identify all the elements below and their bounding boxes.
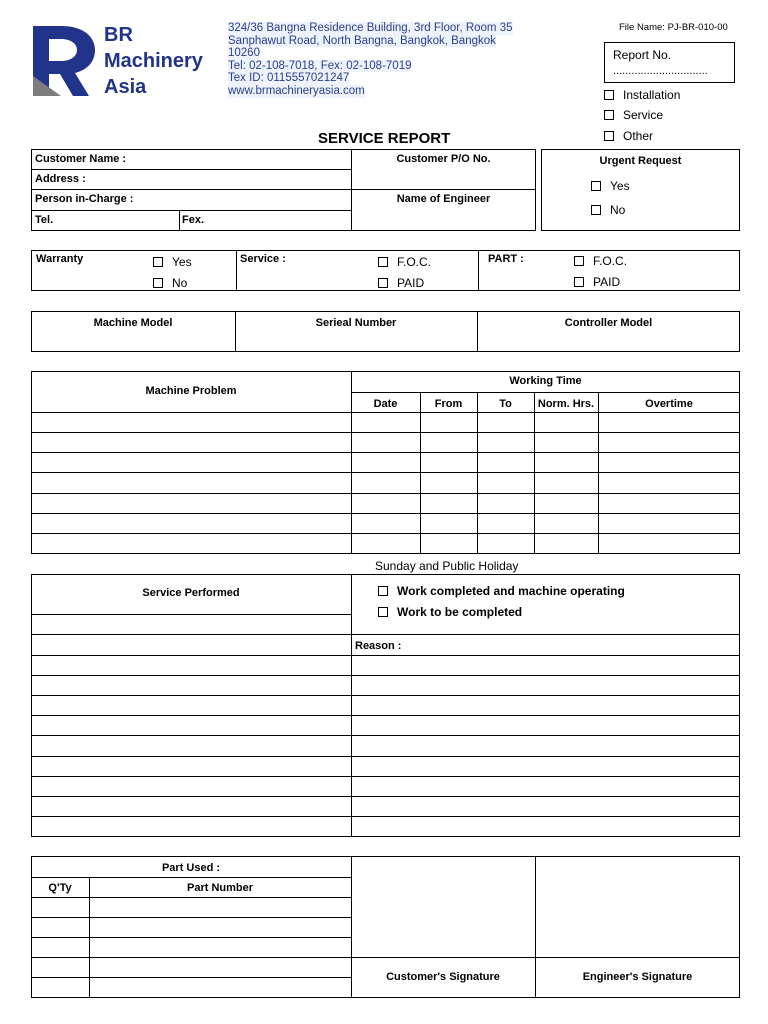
report-no-label: Report No. xyxy=(613,48,672,62)
customer-name-label: Customer Name : xyxy=(35,153,127,165)
company-logo xyxy=(33,26,95,96)
part-foc-checkbox[interactable] xyxy=(574,256,584,266)
address-label: Address : xyxy=(35,173,86,185)
engineer-name-label: Name of Engineer xyxy=(396,193,491,205)
working-time-label: Working Time xyxy=(509,375,582,387)
work-completed-checkbox[interactable] xyxy=(378,586,388,596)
service-type-checkbox[interactable] xyxy=(604,110,614,120)
urgent-yes-label: Yes xyxy=(610,179,630,193)
col-norm-hrs: Norm. Hrs. xyxy=(537,398,595,410)
sunday-note: Sunday and Public Holiday xyxy=(375,559,519,573)
company-name-line2: Machinery xyxy=(104,50,203,72)
warranty-yes-checkbox[interactable] xyxy=(153,257,163,267)
other-label: Other xyxy=(623,129,654,143)
address-line: Sanphawut Road, North Bangna, Bangkok, Bangkok xyxy=(228,34,496,47)
qty-label: Q'Ty xyxy=(48,882,72,894)
part-number-label: Part Number xyxy=(186,882,254,894)
col-date: Date xyxy=(373,398,398,410)
warranty-no-label: No xyxy=(172,276,188,290)
report-no-dots: ............................... xyxy=(613,65,708,77)
other-checkbox[interactable] xyxy=(604,131,614,141)
installation-checkbox[interactable] xyxy=(604,90,614,100)
reason-label: Reason : xyxy=(355,640,402,652)
tel-label: Tel. xyxy=(35,214,54,226)
address-line: 324/36 Bangna Residence Building, 3rd Floor, Room 35 xyxy=(228,22,513,34)
company-name-line3: Asia xyxy=(104,76,147,98)
part-foc-label: F.O.C. xyxy=(593,254,628,268)
service-type-label: Service xyxy=(623,108,664,122)
warranty-yes-label: Yes xyxy=(172,255,192,269)
urgent-no-checkbox[interactable] xyxy=(591,205,601,215)
service-foc-checkbox[interactable] xyxy=(378,257,388,267)
engineer-signature-label: Engineer's Signature xyxy=(582,971,693,983)
part-paid-label: PAID xyxy=(593,275,621,289)
fex-label: Fex. xyxy=(182,214,205,226)
work-completed-label: Work completed and machine operating xyxy=(397,584,625,598)
urgent-request-label: Urgent Request xyxy=(599,155,682,167)
service-label: Service : xyxy=(240,253,286,265)
controller-model-label: Controller Model xyxy=(564,317,653,329)
machine-model-label: Machine Model xyxy=(93,317,173,329)
machine-problem-label: Machine Problem xyxy=(145,385,237,397)
service-foc-label: F.O.C. xyxy=(397,255,432,269)
installation-label: Installation xyxy=(623,88,681,102)
urgent-no-label: No xyxy=(610,203,626,217)
col-to: To xyxy=(499,398,512,410)
report-no-box[interactable] xyxy=(604,42,735,83)
part-label: PART : xyxy=(488,253,524,265)
service-performed-label: Service Performed xyxy=(142,587,240,599)
warranty-no-checkbox[interactable] xyxy=(153,278,163,288)
company-address xyxy=(228,22,513,98)
address-line: 10260 xyxy=(228,47,260,60)
work-to-complete-checkbox[interactable] xyxy=(378,607,388,617)
customer-signature-label: Customer's Signature xyxy=(386,971,500,983)
part-paid-checkbox[interactable] xyxy=(574,277,584,287)
serial-number-label: Serieal Number xyxy=(315,317,397,329)
warranty-label: Warranty xyxy=(36,253,84,265)
service-paid-label: PAID xyxy=(397,276,425,290)
page-title: SERVICE REPORT xyxy=(318,130,451,147)
work-to-complete-label: Work to be completed xyxy=(397,605,523,619)
urgent-yes-checkbox[interactable] xyxy=(591,181,601,191)
address-line: Tex ID: 0115557021247 xyxy=(228,72,350,85)
customer-po-label: Customer P/O No. xyxy=(396,153,491,165)
company-name-line1: BR xyxy=(104,24,133,46)
address-line: Tel: 02-108-7018, Fex: 02-108-7019 xyxy=(228,59,412,72)
service-paid-checkbox[interactable] xyxy=(378,278,388,288)
address-line: www.brmachineryasia.com xyxy=(228,84,365,97)
part-used-label: Part Used : xyxy=(161,862,221,874)
company-name xyxy=(104,22,203,100)
col-from: From xyxy=(434,398,463,410)
col-overtime: Overtime xyxy=(645,398,693,410)
person-in-charge-label: Person in-Charge : xyxy=(35,193,134,205)
file-name: File Name: PJ-BR-010-00 xyxy=(619,22,728,33)
